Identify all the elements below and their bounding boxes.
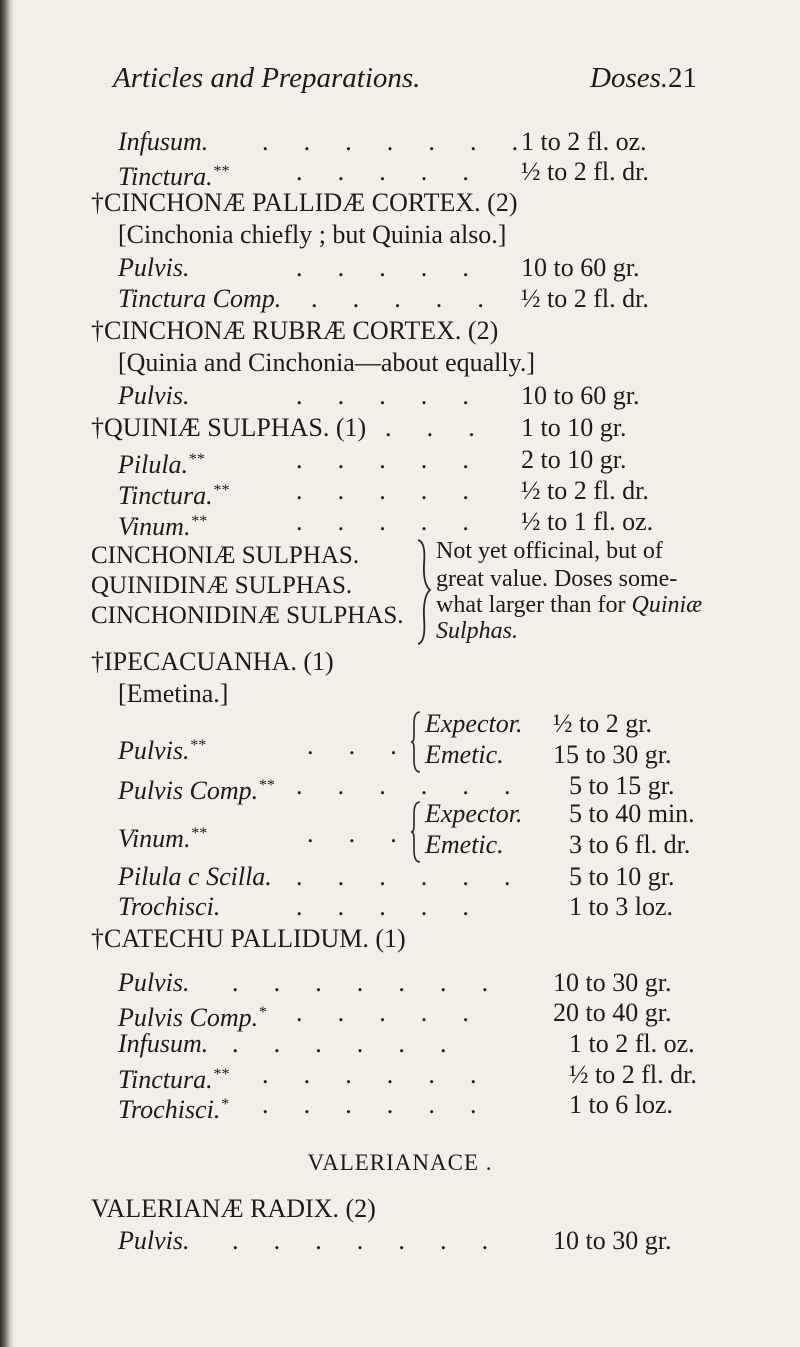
leader-dots: . . . . . . .	[232, 1226, 503, 1255]
label-emetic: Emetic.	[425, 830, 504, 859]
item-pulvis-comp-name: Pulvis Comp.**	[118, 775, 275, 805]
note-line-1: Not yet officinal, but of	[436, 538, 663, 564]
leader-dots: . . . . . .	[296, 771, 525, 800]
item-trochisci-name: Trochisci.	[118, 892, 221, 921]
dose-value: 1 to 10 gr.	[521, 413, 627, 442]
leader-dots: . . . . . .	[296, 862, 525, 891]
dose-value: 1 to 6 loz.	[569, 1090, 673, 1119]
dose-value: 5 to 10 gr.	[569, 862, 675, 891]
heading-catechu-pallidum: †CATECHU PALLIDUM. (1)	[91, 924, 406, 953]
item-infusum-name: Infusum.	[118, 1029, 209, 1058]
dose-value: 5 to 15 gr.	[569, 771, 675, 800]
dose-value: 1 to 3 loz.	[569, 892, 673, 921]
leader-dots: . . . . .	[296, 381, 484, 410]
item-pulvis-comp-name: Pulvis Comp.*	[118, 1002, 267, 1032]
dose-value: 5 to 40 min.	[569, 799, 695, 828]
item-pulvis-name: Pulvis.**	[118, 735, 206, 765]
dose-value: 1 to 2 fl. oz.	[521, 127, 647, 156]
note-line-2: great value. Doses some-	[436, 566, 678, 592]
item-infusum-name: Infusum.	[118, 127, 209, 156]
heading-ipecacuanha: †IPECACUANHA. (1)	[91, 647, 334, 676]
item-tinctura-comp-name: Tinctura Comp.	[118, 284, 282, 313]
dose-value: 20 to 40 gr.	[553, 998, 672, 1027]
item-pilula-scilla-name: Pilula c Scilla.	[118, 862, 272, 891]
heading-cinchonidinae-sulphas: CINCHONIDINÆ SULPHAS.	[91, 602, 404, 629]
note-cinchonia: [Cinchonia chiefly ; but Quinia also.]	[118, 220, 507, 249]
leader-dots: . . . . .	[296, 507, 484, 536]
dose-value: ½ to 2 fl. dr.	[569, 1060, 697, 1089]
item-tinctura-name: Tinctura.**	[118, 161, 229, 191]
dose-value: 10 to 30 gr.	[553, 1226, 672, 1255]
heading-cinchonae-pallidae: †CINCHONÆ PALLIDÆ CORTEX. (2)	[91, 188, 518, 217]
leader-dots: . . . . .	[296, 445, 484, 474]
brace-icon	[410, 800, 422, 864]
heading-cinchonae-rubrae: †CINCHONÆ RUBRÆ CORTEX. (2)	[91, 316, 499, 345]
item-pulvis-name: Pulvis.	[118, 968, 190, 997]
dose-value: 10 to 60 gr.	[521, 381, 640, 410]
item-pulvis-name: Pulvis.	[118, 1226, 190, 1255]
header-doses: Doses.	[590, 62, 669, 94]
page-binding-edge	[0, 0, 14, 1347]
brace-icon	[414, 538, 432, 646]
page-number: 21	[668, 62, 697, 94]
note-line-4: Sulphas.	[436, 618, 519, 644]
item-tinctura-name: Tinctura.**	[118, 1064, 229, 1094]
item-trochisci-name: Trochisci.*	[118, 1094, 229, 1124]
note-quinia-cinchonia: [Quinia and Cinchonia—about equally.]	[118, 348, 536, 377]
heading-cinchoniae-sulphas: CINCHONIÆ SULPHAS.	[91, 542, 360, 569]
leader-dots: . . . . .	[311, 284, 499, 313]
dose-value: ½ to 2 fl. dr.	[521, 476, 649, 505]
section-heading-valerianace: VALERIANACE .	[307, 1150, 493, 1175]
dose-value: 3 to 6 fl. dr.	[569, 830, 691, 859]
item-vinum-name: Vinum.**	[118, 823, 207, 853]
leader-dots: . . . . .	[296, 892, 484, 921]
leader-dots: . . .	[307, 731, 411, 760]
label-expector: Expector.	[425, 799, 523, 828]
leader-dots: . . . . .	[296, 476, 484, 505]
leader-dots: . . . . . .	[262, 1060, 491, 1089]
dose-value: ½ to 2 fl. dr.	[521, 157, 649, 186]
header-articles: Articles and Preparations.	[113, 62, 421, 94]
dose-value: ½ to 2 fl. dr.	[521, 284, 649, 313]
heading-quinidinae-sulphas: QUINIDINÆ SULPHAS.	[91, 572, 353, 599]
leader-dots: . . . . .	[296, 998, 484, 1027]
leader-dots: . . . . . . .	[232, 968, 503, 997]
dose-value: 2 to 10 gr.	[521, 445, 627, 474]
dose-value: 1 to 2 fl. oz.	[569, 1029, 695, 1058]
leader-dots: . . . . .	[296, 157, 484, 186]
dose-value: ½ to 2 gr.	[553, 709, 652, 738]
leader-dots: . . . . . . .	[262, 127, 533, 156]
item-tinctura-name: Tinctura.**	[118, 480, 229, 510]
heading-valerianae-radix: VALERIANÆ RADIX. (2)	[91, 1194, 376, 1223]
label-emetic: Emetic.	[425, 740, 504, 769]
item-pilula-name: Pilula.**	[118, 449, 205, 479]
dose-value: 10 to 60 gr.	[521, 253, 640, 282]
note-emetina: [Emetina.]	[118, 679, 229, 708]
brace-icon	[410, 710, 422, 774]
item-pulvis-name: Pulvis.	[118, 253, 190, 282]
item-vinum-name: Vinum.**	[118, 511, 207, 541]
dose-value: 15 to 30 gr.	[553, 740, 672, 769]
dose-value: 10 to 30 gr.	[553, 968, 672, 997]
leader-dots: . . . . . .	[232, 1029, 461, 1058]
dose-value: ½ to 1 fl. oz.	[521, 507, 654, 536]
leader-dots: . . .	[385, 413, 489, 442]
leader-dots: . . . . .	[296, 253, 484, 282]
leader-dots: . . .	[307, 819, 411, 848]
heading-quiniae-sulphas: †QUINIÆ SULPHAS. (1)	[91, 413, 367, 442]
label-expector: Expector.	[425, 709, 523, 738]
item-pulvis-name: Pulvis.	[118, 381, 190, 410]
leader-dots: . . . . . .	[262, 1090, 491, 1119]
note-line-3: what larger than for Quiniæ	[436, 592, 703, 618]
